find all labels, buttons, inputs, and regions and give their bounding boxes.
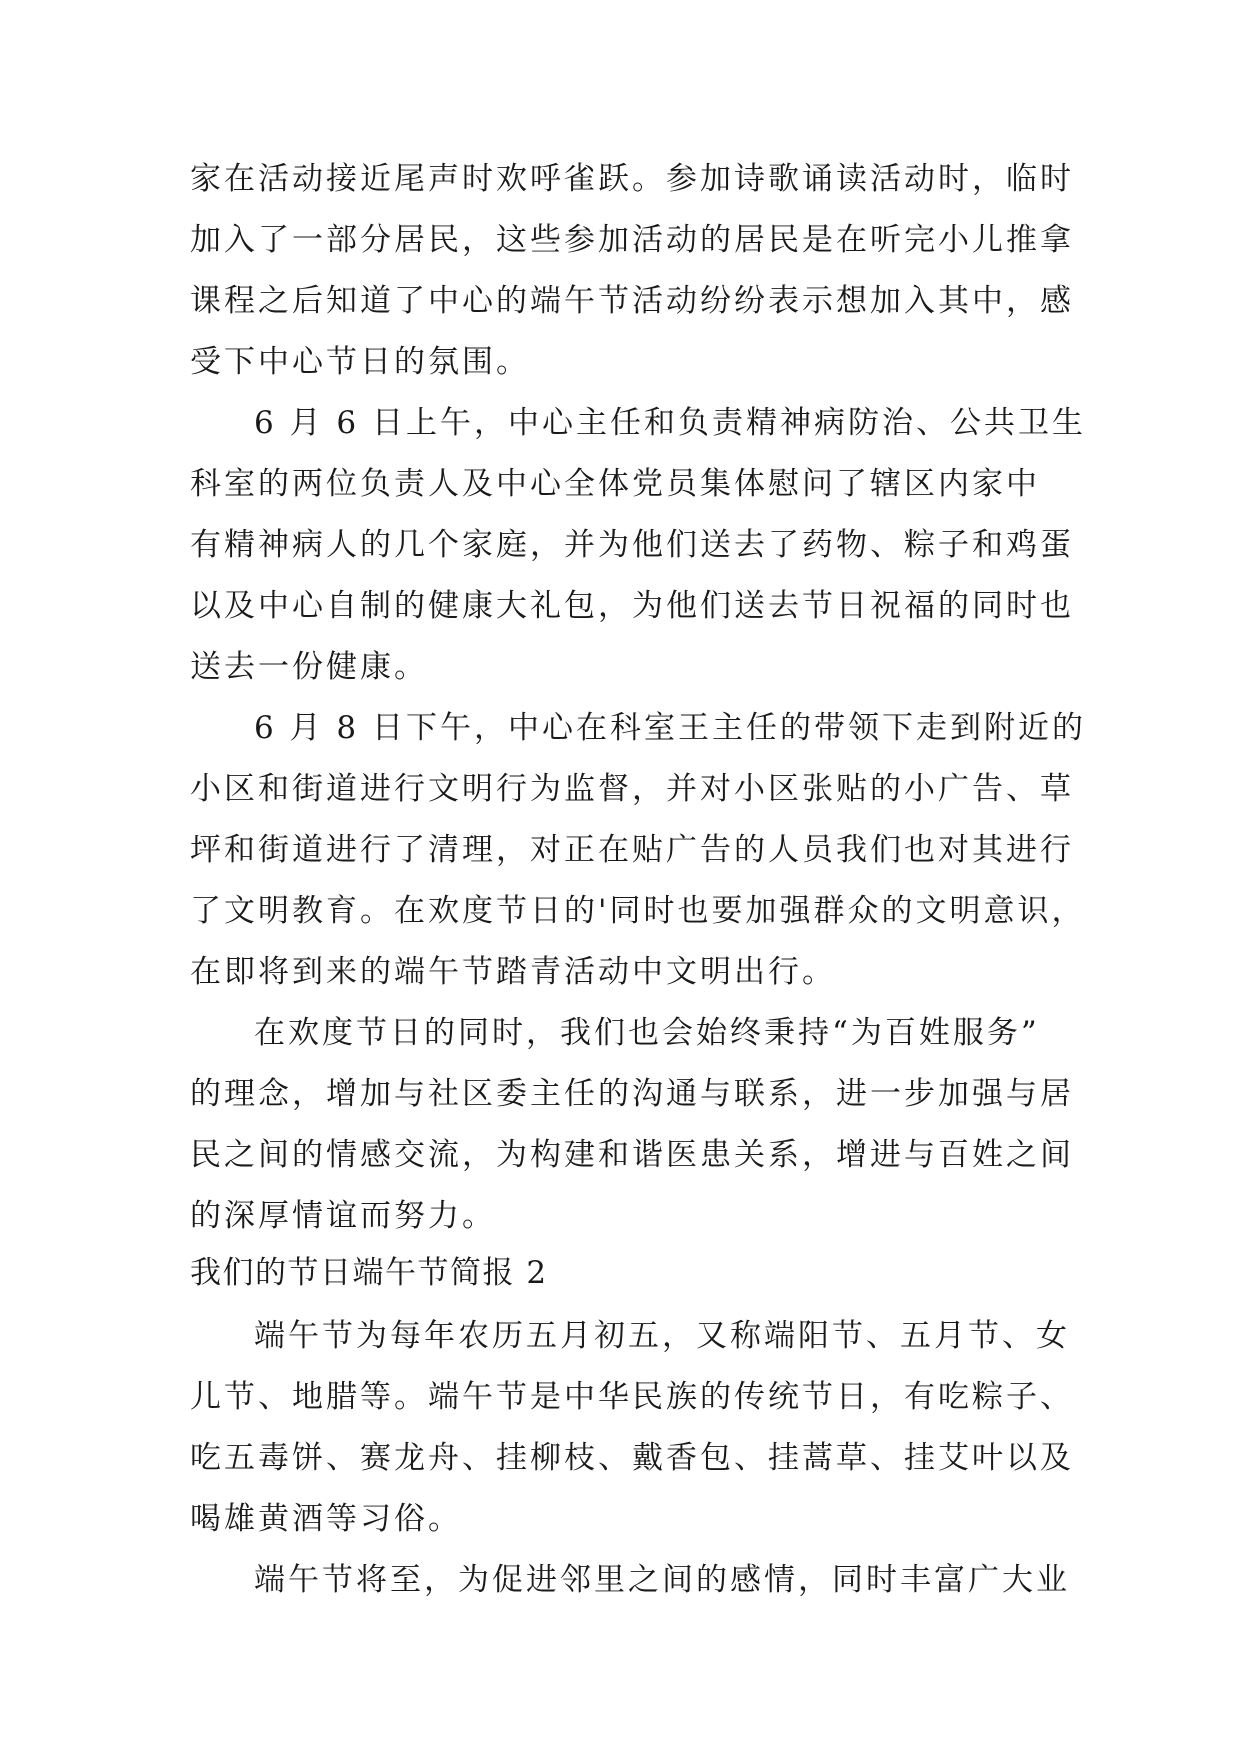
text-line: 坪和街道进行了清理，对正在贴广告的人员我们也对其进行 xyxy=(190,832,1074,868)
text-line: 吃五毒饼、赛龙舟、挂柳枝、戴香包、挂蒿草、挂艾叶以及 xyxy=(190,1440,1074,1476)
text-line: 的深厚情谊而努力。 xyxy=(190,1198,496,1234)
text-line: 受下中心节日的氛围。 xyxy=(190,344,530,380)
text-line: 了文明教育。在欢度节日的'同时也要加强群众的文明意识， xyxy=(190,893,1086,929)
text-line: 家在活动接近尾声时欢呼雀跃。参加诗歌诵读活动时，临时 xyxy=(190,161,1074,197)
text-line: 民之间的情感交流，为构建和谐医患关系，增进与百姓之间 xyxy=(190,1137,1074,1173)
text-line: 小区和街道进行文明行为监督，并对小区张贴的小广告、草 xyxy=(190,771,1074,807)
text-line: 送去一份健康。 xyxy=(190,649,428,685)
text-line: 以及中心自制的健康大礼包，为他们送去节日祝福的同时也 xyxy=(190,588,1074,624)
text-line: 有精神病人的几个家庭，并为他们送去了药物、粽子和鸡蛋 xyxy=(190,527,1074,563)
text-line: 加入了一部分居民，这些参加活动的居民是在听完小儿推拿 xyxy=(190,222,1074,258)
section-heading: 我们的节日端午节简报 2 xyxy=(190,1255,548,1291)
text-line: 儿节、地腊等。端午节是中华民族的传统节日，有吃粽子、 xyxy=(190,1379,1074,1415)
text-line: 课程之后知道了中心的端午节活动纷纷表示想加入其中，感 xyxy=(190,283,1074,319)
text-line: 6 月 8 日下午，中心在科室王主任的带领下走到附近的 xyxy=(254,710,1087,746)
text-line: 的理念，增加与社区委主任的沟通与联系，进一步加强与居 xyxy=(190,1076,1074,1112)
text-line: 6 月 6 日上午，中心主任和负责精神病防治、公共卫生 xyxy=(254,405,1087,441)
text-line: 在欢度节日的同时，我们也会始终秉持“为百姓服务” xyxy=(254,1015,1040,1051)
text-line: 在即将到来的端午节踏青活动中文明出行。 xyxy=(190,954,836,990)
text-line: 喝雄黄酒等习俗。 xyxy=(190,1501,462,1537)
text-line: 端午节将至，为促进邻里之间的感情，同时丰富广大业 xyxy=(254,1562,1070,1598)
text-line: 端午节为每年农历五月初五，又称端阳节、五月节、女 xyxy=(254,1318,1070,1354)
text-line: 科室的两位负责人及中心全体党员集体慰问了辖区内家中 xyxy=(190,466,1040,502)
